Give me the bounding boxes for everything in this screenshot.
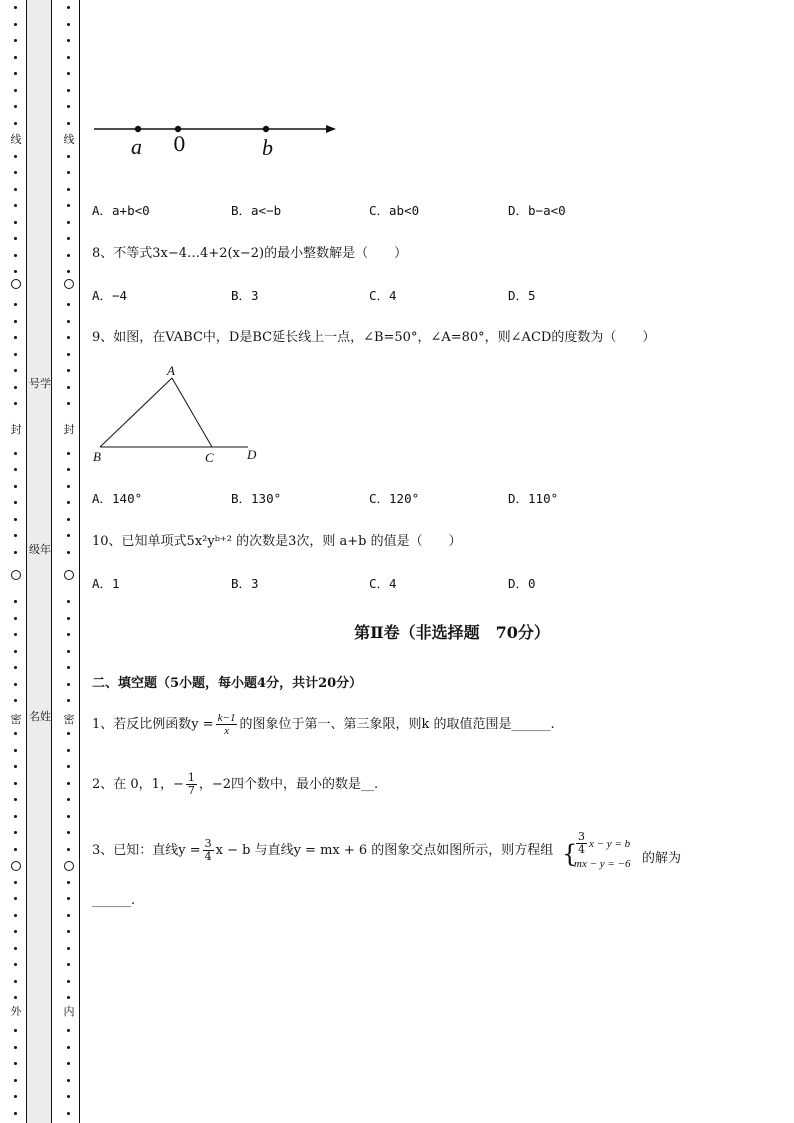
gutter-dot <box>67 39 70 42</box>
gutter-dot <box>14 980 17 983</box>
inner-seal-mark: 线 <box>63 133 75 146</box>
gutter-dot <box>14 221 17 224</box>
fill3-fraction <box>203 838 214 863</box>
triangle-figure <box>92 370 272 450</box>
number-line-figure <box>92 118 342 160</box>
gutter-dot <box>14 996 17 999</box>
triangle-label-d: D <box>247 447 257 462</box>
gutter-dot <box>14 270 17 273</box>
gutter-dot <box>67 947 70 950</box>
q7-option-b[interactable]: B．a<−b <box>231 203 282 218</box>
q10-option-b[interactable]: B．3 <box>231 576 259 591</box>
gutter-dot <box>67 303 70 306</box>
gutter-dot <box>14 798 17 801</box>
q8-option-b[interactable]: B．3 <box>231 288 259 303</box>
gutter-dot <box>14 188 17 191</box>
gutter-dot <box>67 320 70 323</box>
gutter-dot <box>14 1029 17 1032</box>
q7-option-c[interactable]: C．ab<0 <box>369 203 420 218</box>
gutter-dot <box>67 485 70 488</box>
q9-option-d[interactable]: D．110° <box>508 491 559 506</box>
gutter-dot <box>14 600 17 603</box>
gutter-dot <box>14 831 17 834</box>
q8-question: 8、不等式3x−4…4+2(x−2)的最小整数解是（ ） <box>92 246 408 261</box>
q8-option-d[interactable]: D．5 <box>508 288 536 303</box>
gutter-dot <box>14 485 17 488</box>
gutter-dot <box>67 518 70 521</box>
gutter-dot <box>67 386 70 389</box>
gutter-dot <box>14 336 17 339</box>
gutter-dot <box>67 336 70 339</box>
gutter-dot <box>67 914 70 917</box>
fill1-numerator: k−1 <box>217 712 236 724</box>
fill-question-2 <box>92 772 378 797</box>
gutter-dot <box>14 254 17 257</box>
gutter-dot <box>67 122 70 125</box>
q10-option-a[interactable]: A．1 <box>92 576 120 591</box>
equation-system-brace: { <box>562 840 578 868</box>
inner-seal-mark: 内 <box>63 1005 75 1018</box>
gutter-dot <box>67 765 70 768</box>
gutter-dot <box>14 765 17 768</box>
fill3-system-denominator: 4 <box>578 843 585 856</box>
gutter-dot <box>67 6 70 9</box>
gutter-dot <box>67 848 70 851</box>
gutter-dot <box>67 452 70 455</box>
gutter-dot <box>67 204 70 207</box>
gutter-dot <box>14 320 17 323</box>
gutter-dot <box>67 831 70 834</box>
gutter-dot <box>14 56 17 59</box>
fill1-fraction <box>216 712 238 737</box>
equation-system <box>574 831 630 870</box>
fill3-prefix: 3、已知：直线y = <box>92 843 201 858</box>
outer-seal-mark: 封 <box>10 423 22 436</box>
gutter-dot <box>67 270 70 273</box>
gutter-dot <box>67 782 70 785</box>
gutter-dot <box>14 732 17 735</box>
fill-in-section-subtitle: 二、填空题（5小题，每小题4分，共计20分） <box>92 676 363 691</box>
q8-option-c[interactable]: C．4 <box>369 288 397 303</box>
gutter-dot <box>14 237 17 240</box>
gutter-dot <box>67 1062 70 1065</box>
gutter-dot <box>14 171 17 174</box>
q9-option-b[interactable]: B．130° <box>231 491 282 506</box>
gutter-dot <box>67 221 70 224</box>
gutter-dot <box>14 402 17 405</box>
gutter-dot <box>14 518 17 521</box>
gutter-dot <box>67 1112 70 1115</box>
gutter-dot <box>14 617 17 620</box>
gutter-dot <box>67 683 70 686</box>
gutter-dot <box>67 815 70 818</box>
outer-seal-mark: 外 <box>10 1005 22 1018</box>
fill3-answer-blank[interactable]: ______. <box>92 893 136 908</box>
q7-option-d[interactable]: D．b−a<0 <box>508 203 566 218</box>
gutter-dot <box>67 188 70 191</box>
section-2-title: 第Ⅱ卷（非选择题 70分） <box>354 623 550 642</box>
gutter-dot <box>14 155 17 158</box>
gutter-dot <box>14 963 17 966</box>
gutter-dot <box>14 89 17 92</box>
binding-hole-icon <box>64 279 74 289</box>
gutter-dot <box>14 650 17 653</box>
gutter-dot <box>67 1046 70 1049</box>
fill2-suffix: ，−2四个数中，最小的数是__. <box>198 777 379 792</box>
gutter-dot <box>14 353 17 356</box>
gutter-dot <box>67 963 70 966</box>
gutter-dot <box>67 468 70 471</box>
fill3-mid: x − b 与直线y = mx + 6 的图象交点如图所示，则方程组 <box>215 843 554 858</box>
gutter-dot <box>67 1079 70 1082</box>
gutter-dot <box>14 1046 17 1049</box>
gutter-dot <box>14 881 17 884</box>
inner-dot-column <box>62 0 76 1123</box>
gutter-dot <box>14 369 17 372</box>
fill2-numerator: 1 <box>187 771 195 784</box>
gutter-dot <box>67 881 70 884</box>
outer-seal-mark: 密 <box>10 713 22 726</box>
gutter-dot <box>67 89 70 92</box>
gutter-dot <box>67 732 70 735</box>
triangle-label-c: C <box>205 450 214 465</box>
fill3-denominator: 4 <box>204 850 212 863</box>
gutter-dot <box>67 72 70 75</box>
student-info-band <box>26 0 52 1123</box>
label-grade: 级年 <box>29 543 51 556</box>
gutter-dot <box>67 996 70 999</box>
fill2-fraction <box>186 772 197 797</box>
binding-hole-icon <box>11 861 21 871</box>
gutter-dot <box>14 551 17 554</box>
gutter-dot <box>14 666 17 669</box>
gutter-dot <box>14 633 17 636</box>
fill2-denominator: 7 <box>187 784 195 797</box>
gutter-dot <box>67 155 70 158</box>
gutter-dot <box>14 914 17 917</box>
inner-seal-mark: 封 <box>63 423 75 436</box>
gutter-dot <box>14 72 17 75</box>
gutter-dot <box>14 1062 17 1065</box>
gutter-dot <box>14 930 17 933</box>
gutter-dot <box>67 171 70 174</box>
fill3-after: 的解为 <box>642 851 682 866</box>
fill3-system-fraction <box>576 831 587 856</box>
gutter-dot <box>14 1095 17 1098</box>
gutter-dot <box>14 1079 17 1082</box>
q10-option-d[interactable]: D．0 <box>508 576 536 591</box>
system-equation-2: mx − y = −6 <box>574 858 631 870</box>
gutter-dot <box>67 749 70 752</box>
fill1-denominator: x <box>224 725 229 737</box>
gutter-dot <box>67 56 70 59</box>
gutter-dot <box>67 1029 70 1032</box>
gutter-dot <box>67 254 70 257</box>
fill1-suffix: 的图象位于第一、第三象限，则k 的取值范围是______. <box>239 717 555 732</box>
gutter-dot <box>67 650 70 653</box>
gutter-dot <box>14 848 17 851</box>
number-line-label-zero: 0 <box>173 132 186 156</box>
gutter-dot <box>14 105 17 108</box>
gutter-dot <box>67 402 70 405</box>
gutter-dot <box>67 930 70 933</box>
gutter-dot <box>67 980 70 983</box>
label-student-number: 号学 <box>29 377 51 390</box>
gutter-dot <box>67 23 70 26</box>
gutter-dot <box>14 699 17 702</box>
triangle-label-a: A <box>167 363 175 378</box>
gutter-dot <box>14 1112 17 1115</box>
binding-hole-icon <box>64 570 74 580</box>
gutter-dot <box>14 39 17 42</box>
gutter-dot <box>67 1095 70 1098</box>
fill2-prefix: 2、在 0，1，− <box>92 777 184 792</box>
outer-dot-column <box>9 0 23 1123</box>
gutter-border-line <box>79 0 80 1123</box>
triangle-label-b: B <box>93 449 101 464</box>
gutter-dot <box>67 369 70 372</box>
q9-option-a[interactable]: A．140° <box>92 491 143 506</box>
binding-hole-icon <box>11 570 21 580</box>
gutter-dot <box>67 633 70 636</box>
gutter-dot <box>67 353 70 356</box>
gutter-dot <box>14 534 17 537</box>
binding-hole-icon <box>64 861 74 871</box>
fill3-numerator: 3 <box>204 837 212 850</box>
gutter-dot <box>67 897 70 900</box>
gutter-dot <box>67 617 70 620</box>
fill-question-3 <box>92 838 553 863</box>
gutter-dot <box>14 815 17 818</box>
q10-option-c[interactable]: C．4 <box>369 576 397 591</box>
gutter-dot <box>14 501 17 504</box>
gutter-dot <box>67 600 70 603</box>
gutter-dot <box>14 23 17 26</box>
binding-hole-icon <box>11 279 21 289</box>
gutter-dot <box>14 897 17 900</box>
gutter-dot <box>67 501 70 504</box>
label-name: 名姓 <box>29 710 51 723</box>
outer-seal-mark: 线 <box>10 133 22 146</box>
number-line-label-b: b <box>262 135 273 160</box>
gutter-dot <box>67 798 70 801</box>
gutter-dot <box>67 105 70 108</box>
q8-option-a[interactable]: A．−4 <box>92 288 128 303</box>
gutter-dot <box>67 551 70 554</box>
gutter-dot <box>14 122 17 125</box>
gutter-dot <box>14 303 17 306</box>
gutter-dot <box>67 534 70 537</box>
gutter-dot <box>14 468 17 471</box>
q9-option-c[interactable]: C．120° <box>369 491 420 506</box>
gutter-dot <box>67 237 70 240</box>
gutter-dot <box>14 6 17 9</box>
gutter-dot <box>14 452 17 455</box>
gutter-dot <box>67 666 70 669</box>
fill3-system-numerator: 3 <box>578 830 585 843</box>
gutter-dot <box>67 699 70 702</box>
number-line-label-a: a <box>131 134 142 159</box>
fill1-prefix: 1、若反比例函数y = <box>92 717 214 732</box>
q7-option-a[interactable]: A．a+b<0 <box>92 203 150 218</box>
gutter-dot <box>14 749 17 752</box>
gutter-dot <box>14 204 17 207</box>
gutter-dot <box>14 683 17 686</box>
q10-question: 10、已知单项式5x²yᵇ⁺² 的次数是3次，则 a+b 的值是（ ） <box>92 534 462 549</box>
inner-seal-mark: 密 <box>63 713 75 726</box>
gutter-dot <box>14 386 17 389</box>
gutter-dot <box>14 947 17 950</box>
system-equation-1: x − y = b <box>589 837 631 850</box>
q9-question: 9、如图，在VABC中，D是BC延长线上一点，∠B=50°，∠A=80°，则∠ACD的度数为（ ） <box>92 330 656 345</box>
gutter-dot <box>14 782 17 785</box>
fill-question-1 <box>92 712 555 737</box>
